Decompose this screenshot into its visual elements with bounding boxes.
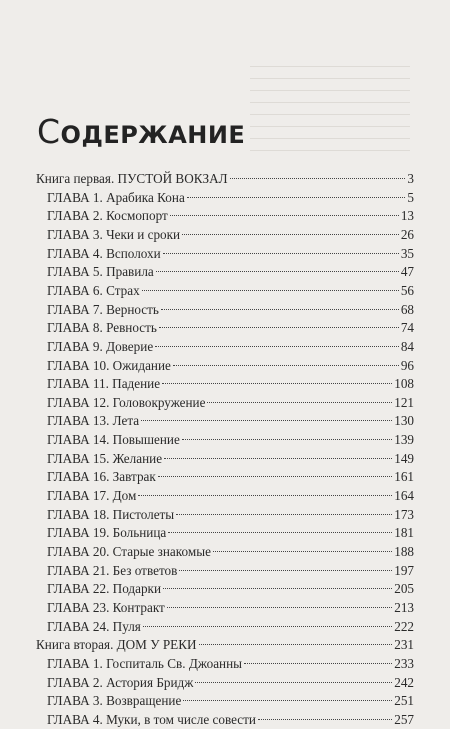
toc-entry-title: ГЛАВА 22. Подарки	[47, 581, 162, 597]
toc-entry-page: 96	[400, 357, 414, 373]
toc-chapter-entry	[47, 562, 414, 580]
dot-leader	[195, 682, 392, 683]
toc-entry-page: 188	[394, 544, 414, 559]
toc-entry-title: ГЛАВА 1. Арабика Кона	[47, 189, 185, 205]
toc-entry-title: ГЛАВА 16. Завтрак	[47, 469, 156, 485]
toc-chapter-entry	[47, 711, 414, 729]
dot-leader	[142, 290, 399, 291]
toc-entry-page: 84	[400, 338, 414, 354]
toc-entry-title: ГЛАВА 10. Ожидание	[47, 357, 171, 373]
toc-entry-title: ГЛАВА 8. Ревность	[47, 320, 157, 336]
toc-entry-page: 257	[394, 711, 414, 727]
toc-entry-page: 181	[394, 525, 414, 541]
toc-chapter-entry	[47, 580, 414, 598]
toc-entry-title: ГЛАВА 21. Без ответов	[47, 562, 178, 578]
toc-chapter-entry	[47, 506, 414, 524]
toc-chapter-entry	[47, 301, 414, 319]
toc-entry-title: ГЛАВА 11. Падение	[47, 376, 161, 392]
dot-leader	[164, 458, 392, 459]
toc-entry-title: ГЛАВА 13. Лета	[47, 413, 140, 429]
dot-leader	[168, 532, 392, 533]
toc-entry-page: 231	[394, 637, 414, 653]
toc-chapter-entry	[47, 226, 414, 244]
toc-chapter-entry	[47, 655, 414, 673]
toc-entry-page: 121	[394, 394, 414, 410]
dot-leader	[213, 551, 392, 552]
toc-chapter-entry	[47, 468, 414, 486]
dot-leader	[143, 626, 392, 627]
dot-leader	[167, 607, 392, 608]
dot-leader	[244, 663, 392, 664]
toc-entry-title: ГЛАВА 18. Пистолеты	[47, 506, 175, 522]
dot-leader	[163, 588, 392, 589]
toc-chapter-entry	[47, 543, 414, 561]
toc-entry-page: 213	[394, 599, 414, 615]
bleed-through-lines	[250, 66, 410, 162]
toc-entry-title: Книга первая. ПУСТОЙ ВОКЗАЛ	[36, 171, 228, 186]
toc-entry-title: ГЛАВА 20. Старые знакомые	[47, 544, 211, 559]
dot-leader	[179, 570, 392, 571]
toc-book-entry	[36, 170, 414, 188]
toc-entry-title: ГЛАВА 1. Госпиталь Св. Джоанны	[47, 655, 243, 671]
toc-entry-title: ГЛАВА 4. Муки, в том числе совести	[47, 711, 256, 727]
toc-entry-title: ГЛАВА 3. Чеки и сроки	[47, 226, 181, 242]
dot-leader	[183, 700, 392, 701]
toc-entry-page: 251	[394, 693, 414, 709]
toc-chapter-entry	[47, 245, 414, 263]
toc-chapter-entry	[47, 524, 414, 542]
dot-leader	[182, 234, 399, 235]
toc-entry-page: 108	[394, 376, 414, 392]
dot-leader	[230, 178, 406, 179]
toc-chapter-entry	[47, 394, 414, 412]
toc-chapter-entry	[47, 599, 414, 617]
toc-chapter-entry	[47, 338, 414, 356]
toc-chapter-entry	[47, 450, 414, 468]
toc-entry-page: 242	[394, 674, 414, 690]
dot-leader	[159, 327, 399, 328]
toc-entry-page: 130	[394, 413, 414, 429]
toc-entry-page: 74	[400, 320, 414, 336]
toc-entry-page: 26	[400, 226, 414, 242]
toc-entry-page: 161	[394, 469, 414, 485]
toc-entry-title: ГЛАВА 3. Возвращение	[47, 693, 182, 709]
page-title	[37, 112, 245, 151]
toc-chapter-entry	[47, 431, 414, 449]
toc-entry-title: ГЛАВА 5. Правила	[47, 264, 154, 280]
toc-chapter-entry	[47, 375, 414, 393]
toc-entry-title: ГЛАВА 9. Доверие	[47, 338, 154, 354]
toc-entry-title: Книга вторая. ДОМ У РЕКИ	[36, 637, 197, 653]
toc-entry-page: 35	[400, 245, 414, 261]
toc-chapter-entry	[47, 263, 414, 281]
toc-entry-page: 13	[400, 208, 414, 224]
toc-chapter-entry	[47, 357, 414, 375]
toc-chapter-entry	[47, 282, 414, 300]
toc-entry-title: ГЛАВА 12. Головокружение	[47, 394, 206, 410]
dot-leader	[173, 365, 399, 366]
toc-entry-title: ГЛАВА 24. Пуля	[47, 618, 141, 634]
toc-entry-page: 222	[394, 618, 414, 634]
toc-chapter-entry	[47, 674, 414, 692]
toc-chapter-entry	[47, 189, 414, 207]
toc-chapter-entry	[47, 692, 414, 710]
dot-leader	[162, 383, 392, 384]
toc-entry-title: ГЛАВА 15. Желание	[47, 450, 163, 466]
dot-leader	[163, 253, 399, 254]
toc-entry-page: 197	[394, 562, 414, 578]
dot-leader	[176, 514, 392, 515]
dot-leader	[182, 439, 392, 440]
toc-entry-page: 56	[400, 282, 414, 298]
toc-entry-title: ГЛАВА 2. Астория Бридж	[47, 674, 194, 690]
toc-entry-page: 3	[407, 171, 414, 186]
dot-leader	[258, 719, 392, 720]
toc-entry-title: ГЛАВА 7. Верность	[47, 301, 159, 317]
dot-leader	[207, 402, 392, 403]
dot-leader	[161, 309, 399, 310]
dot-leader	[156, 271, 399, 272]
toc-entry-title: ГЛАВА 4. Всполохи	[47, 245, 161, 261]
dot-leader	[155, 346, 399, 347]
toc-entry-page: 68	[400, 301, 414, 317]
title-initial: С	[37, 112, 61, 151]
toc-entry-page: 5	[407, 189, 414, 205]
toc-entry-page: 233	[394, 655, 414, 671]
dot-leader	[138, 495, 392, 496]
toc-chapter-entry	[47, 319, 414, 337]
toc-entry-title: ГЛАВА 17. Дом	[47, 488, 137, 504]
toc-entry-page: 139	[394, 432, 414, 448]
dot-leader	[187, 197, 406, 198]
toc-entry-title: ГЛАВА 19. Больница	[47, 525, 167, 541]
toc-entry-title: ГЛАВА 2. Космопорт	[47, 208, 168, 224]
dot-leader	[170, 215, 399, 216]
toc-book-entry	[36, 636, 414, 654]
dot-leader	[141, 420, 392, 421]
toc-entry-page: 173	[394, 506, 414, 522]
toc-chapter-entry	[47, 487, 414, 505]
toc-entry-title: ГЛАВА 6. Страх	[47, 282, 140, 298]
toc-entry-page: 149	[394, 450, 414, 466]
toc-chapter-entry	[47, 618, 414, 636]
toc-entry-page: 164	[394, 488, 414, 504]
toc-entry-title: ГЛАВА 23. Контракт	[47, 599, 165, 615]
dot-leader	[199, 644, 393, 645]
toc-chapter-entry	[47, 412, 414, 430]
toc-entry-title: ГЛАВА 14. Повышение	[47, 432, 180, 448]
title-rest: ОДЕРЖАНИЕ	[60, 121, 246, 149]
toc-entry-page: 205	[394, 581, 414, 597]
toc-entry-page: 47	[400, 264, 414, 280]
dot-leader	[158, 476, 392, 477]
toc-chapter-entry	[47, 207, 414, 225]
